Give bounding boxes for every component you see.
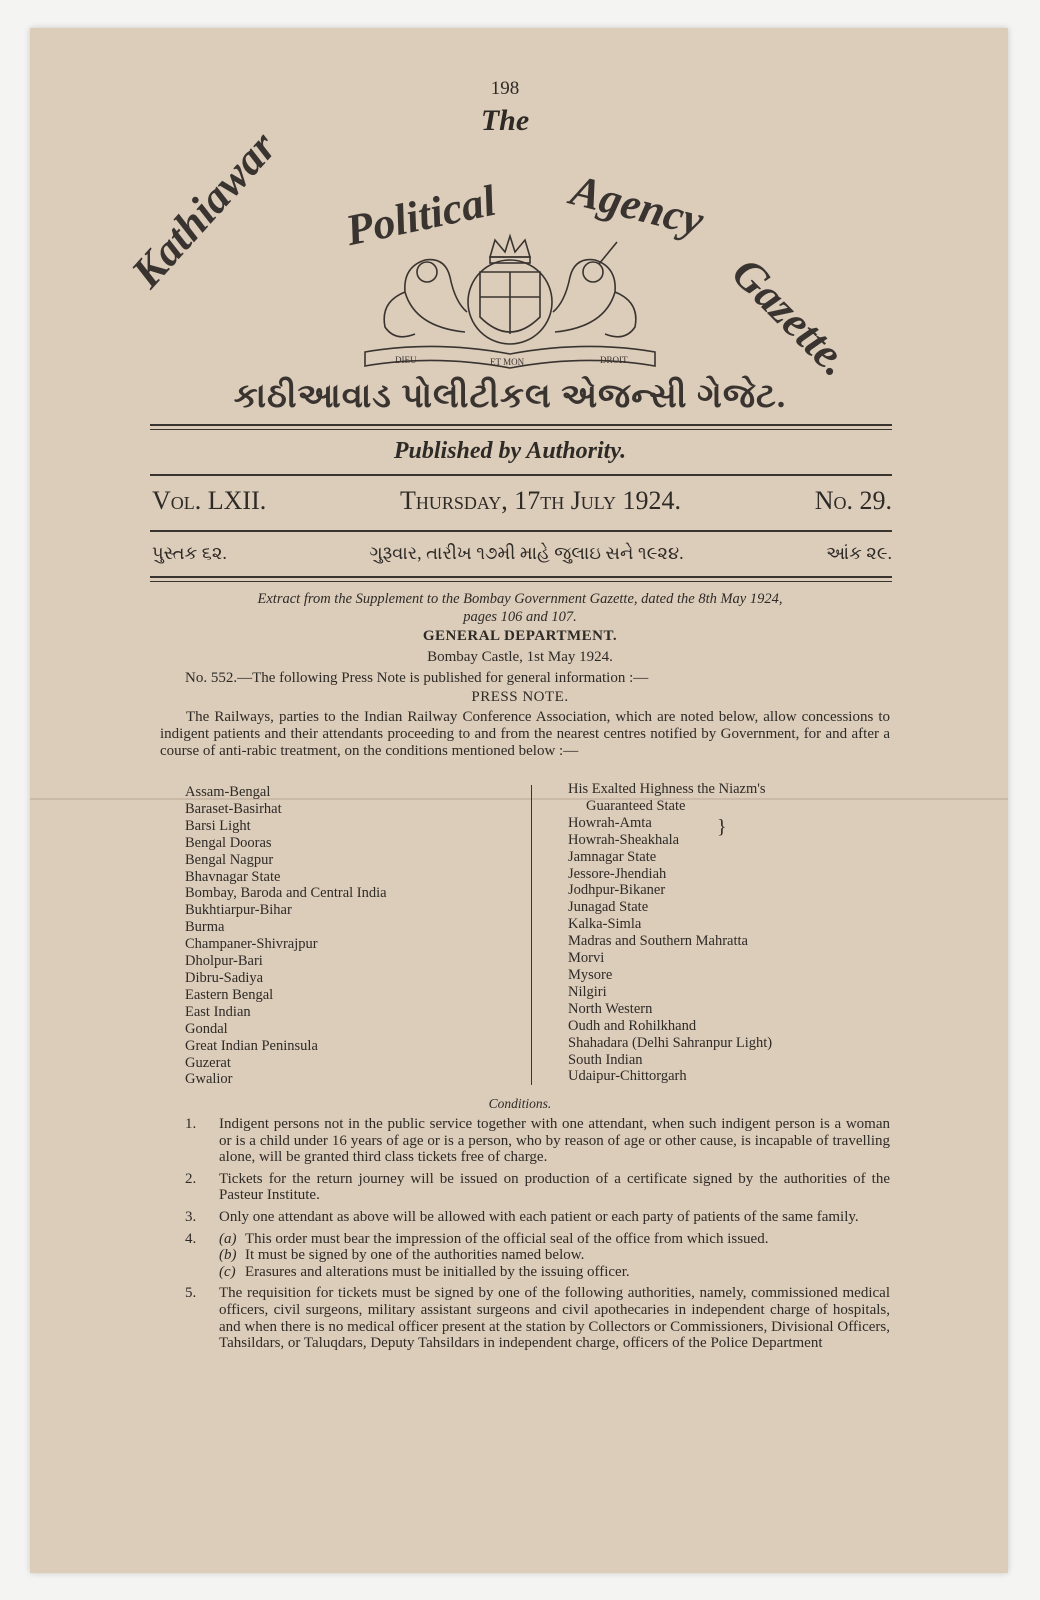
masthead-the: The bbox=[480, 104, 530, 137]
railway-item: Bombay, Baroda and Central India bbox=[185, 885, 387, 902]
masthead-word-gazette: Gazette. bbox=[722, 248, 861, 386]
extract-line-1: Extract from the Supplement to the Bombay Government Gazette, dated the 8th May 1924, bbox=[257, 591, 783, 607]
place-date: Bombay Castle, 1st May 1924. bbox=[427, 649, 613, 665]
masthead-word-political: Political bbox=[341, 175, 500, 256]
railway-item: East Indian bbox=[185, 1003, 251, 1020]
railway-item: Champaner-Shivrajpur bbox=[185, 936, 318, 953]
condition-sub-a: (a) This order must bear the impression of the official seal of the office from which issued. bbox=[219, 1230, 769, 1247]
railway-item: Howrah-Sheakhala bbox=[568, 831, 680, 848]
railway-item: Dibru-Sadiya bbox=[185, 969, 264, 986]
condition-sub-b: (b) It must be signed by one of the authorities named below. bbox=[219, 1247, 585, 1264]
railway-item: Guaranteed State bbox=[586, 797, 686, 814]
condition-item: 3. Only one attendant as above will be allowed with each patient or each party of patients of the same family. bbox=[185, 1208, 859, 1225]
railway-item: Assam-Bengal bbox=[185, 784, 271, 800]
condition-item-4: 4. (a) This order must bear the impression of the official seal of the office from which issued. (b) It must be signed by one of the authorities named below. (c) Erasures and alterations must be initialled by the issuing officer. bbox=[185, 1231, 890, 1281]
crest-motto-2: ET MON bbox=[490, 357, 525, 367]
railway-item: Dholpur-Bari bbox=[185, 953, 263, 970]
extract-note bbox=[160, 590, 880, 626]
condition-item: 1. Indigent persons not in the public service together with one attendant, when such indigent person is a woman or is a child under 16 years of age or is a person, who by reason of age or other cause, is incapable of travelling alone, will be granted third class tickets free of charge. bbox=[185, 1116, 890, 1166]
rule-top bbox=[150, 424, 892, 426]
issue-date: Thursday, 17th July 1924. bbox=[399, 486, 681, 515]
railway-item: Jodhpur-Bikaner bbox=[568, 882, 666, 899]
crest-motto-1: DIEU bbox=[395, 355, 417, 365]
railway-item: Burma bbox=[185, 919, 225, 936]
condition-item: 5. The requisition for tickets must be signed by one of the following authorities, namely, commissioned medical officers, civil surgeons, military assistant surgeons and civil apothecaries in independent charge of hospitals, and when there is no medical officer present at the station by Collectors or Commissioners, Divisional Officers, Tahsildars, or Taluqdars, Deputy Tahsildars in independent charge, officers of the Police Department bbox=[185, 1285, 890, 1352]
rule-top-thin bbox=[150, 429, 892, 430]
railway-item: Udaipur-Chittorgarh bbox=[568, 1068, 687, 1085]
gujarati-date: ગુરૂવાર, તારીખ ૧૭મી માહે જુલાઇ સને ૧૯૨૪. bbox=[369, 543, 684, 563]
railway-item: Bukhtiarpur-Bihar bbox=[185, 902, 292, 919]
rule-vol bbox=[150, 530, 892, 532]
conditions-heading: Conditions. bbox=[488, 1096, 552, 1111]
railway-item: Great Indian Peninsula bbox=[185, 1037, 318, 1054]
published-by-authority: Published by Authority. bbox=[393, 438, 627, 464]
extract-line-2: pages 106 and 107. bbox=[463, 609, 577, 625]
press-note-heading: PRESS NOTE. bbox=[471, 689, 569, 705]
railway-item: Mysore bbox=[568, 966, 613, 983]
notice-line: No. 552.—The following Press Note is published for general information :— bbox=[185, 670, 649, 686]
railway-item: Guzerat bbox=[185, 1054, 231, 1071]
gujarati-number: આંક ૨૯. bbox=[826, 543, 892, 563]
railway-item: Gwalior bbox=[185, 1071, 233, 1088]
railway-item: Barsi Light bbox=[185, 817, 251, 834]
railway-item: Jamnagar State bbox=[568, 848, 657, 865]
rule-bottom bbox=[150, 576, 892, 578]
railway-item: Howrah-Amta bbox=[568, 814, 652, 831]
railway-item: Nilgiri bbox=[568, 983, 607, 1000]
volume-label: Vol. LXII. bbox=[152, 486, 267, 515]
railway-item: North Western bbox=[568, 1000, 653, 1017]
railway-item: Junagad State bbox=[568, 899, 649, 916]
railway-item: Bengal Nagpur bbox=[185, 851, 274, 868]
rule-mid bbox=[150, 474, 892, 476]
masthead-word-kathiawar: Kathiawar bbox=[121, 122, 286, 297]
page-number: 198 bbox=[490, 78, 520, 99]
masthead-word-agency: Agency bbox=[566, 165, 709, 246]
railways-right-column bbox=[568, 781, 898, 1085]
railway-item: Kalka-Simla bbox=[568, 916, 642, 933]
condition-item: 2. Tickets for the return journey will be issued on production of a certificate signed by the authorities of the Pasteur Institute. bbox=[185, 1170, 890, 1204]
department-heading: GENERAL DEPARTMENT. bbox=[422, 628, 618, 644]
intro-paragraph: The Railways, parties to the Indian Railway Conference Association, which are noted below, allow concessions to indigent patients and their attendants proceeding to and from the nearest centres notified by Government, for and after a course of anti-rabic treatment, on the conditions mentioned below :— bbox=[160, 709, 890, 759]
railway-item: Jessore-Jhendiah bbox=[568, 865, 667, 882]
royal-crest-icon bbox=[355, 232, 665, 372]
railway-item: Baraset-Basirhat bbox=[185, 800, 282, 817]
railway-item: Madras and Southern Mahratta bbox=[568, 933, 748, 950]
gujarati-volume: પુસ્તક ૬૨. bbox=[152, 543, 227, 563]
railway-item: His Exalted Highness the Niazm's bbox=[568, 781, 766, 797]
column-divider bbox=[531, 785, 532, 1085]
issue-number: No. 29. bbox=[814, 486, 892, 515]
gujarati-volume-row bbox=[152, 543, 892, 564]
railway-item: Eastern Bengal bbox=[185, 986, 274, 1003]
howrah-brace: } bbox=[717, 816, 727, 838]
conditions-list bbox=[185, 1116, 890, 1357]
railway-item: Bengal Dooras bbox=[185, 834, 272, 851]
volume-row bbox=[152, 486, 892, 516]
railway-item: Morvi bbox=[568, 950, 605, 967]
railway-item: South Indian bbox=[568, 1051, 643, 1068]
gujarati-title: કાઠીઆવાડ પોલીટીકલ એજન્સી ગેજેટ. bbox=[233, 378, 787, 415]
rule-bottom-thin bbox=[150, 581, 892, 582]
railway-item: Shahadara (Delhi Sahranpur Light) bbox=[568, 1034, 773, 1051]
railways-left-column bbox=[185, 784, 515, 1088]
railway-item: Gondal bbox=[185, 1020, 228, 1037]
crest-motto-3: DROIT bbox=[600, 355, 628, 365]
railway-item: Oudh and Rohilkhand bbox=[568, 1017, 697, 1034]
railway-item: Bhavnagar State bbox=[185, 868, 281, 885]
condition-sub-c: (c) Erasures and alterations must be initialled by the issuing officer. bbox=[219, 1263, 630, 1280]
